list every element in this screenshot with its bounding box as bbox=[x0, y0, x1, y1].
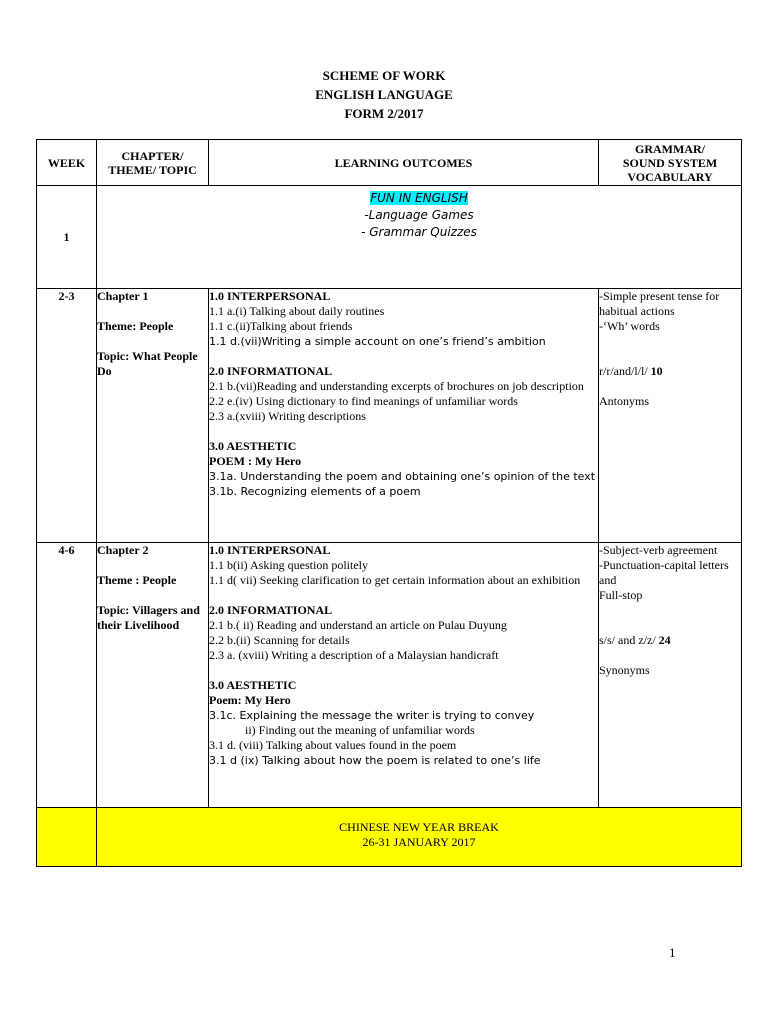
grammar-cell bbox=[599, 289, 742, 543]
table-row bbox=[37, 543, 742, 808]
outcome-item: 1.1 d( vii) Seeking clarification to get certain information about an exhibition bbox=[209, 573, 581, 587]
week-cell bbox=[37, 289, 97, 543]
title-line-2: ENGLISH LANGUAGE bbox=[315, 87, 453, 102]
outcome-item: 3.1b. Recognizing elements of a poem bbox=[209, 485, 421, 498]
week-number: 4-6 bbox=[58, 543, 75, 557]
document-title bbox=[0, 66, 768, 123]
chapter-label: Chapter 2 bbox=[97, 543, 149, 557]
fun-line-2: -Language Games bbox=[364, 208, 474, 222]
header-grammar-line3: VOCABULARY bbox=[627, 169, 713, 184]
page-number: 1 bbox=[669, 945, 676, 960]
outcome-item: ii) Finding out the meaning of unfamiliar words bbox=[245, 723, 475, 737]
vocabulary-item: Synonyms bbox=[599, 663, 650, 677]
outcome-item: 3.1 d (ix) Talking about how the poem is related to one’s life bbox=[209, 754, 541, 767]
scheme-table bbox=[36, 139, 742, 867]
theme-label: Theme : People bbox=[97, 573, 177, 587]
outcomes-cell bbox=[209, 289, 599, 543]
grammar-cell bbox=[599, 543, 742, 808]
holiday-row bbox=[37, 808, 742, 867]
holiday-week-cell bbox=[37, 808, 97, 867]
holiday-title: CHINESE NEW YEAR BREAK bbox=[339, 820, 499, 834]
sound-page: 24 bbox=[658, 633, 671, 647]
section-heading: 3.0 AESTHETIC bbox=[209, 678, 297, 692]
sound-label: r/r/and/l/l/ bbox=[599, 364, 648, 378]
fun-title: FUN IN ENGLISH bbox=[370, 191, 468, 205]
section-heading: 1.0 INTERPERSONAL bbox=[209, 289, 331, 303]
outcome-item: 3.1a. Understanding the poem and obtaining one’s opinion of the text bbox=[209, 470, 596, 483]
outcome-item: 3.1c. Explaining the message the writer is trying to convey bbox=[209, 709, 535, 722]
week-number: 1 bbox=[63, 229, 70, 244]
week-number: 2-3 bbox=[58, 289, 75, 303]
outcome-item: 2.2 b.(ii) Scanning for details bbox=[209, 633, 350, 647]
outcome-item: 2.2 e.(iv) Using dictionary to find meanings of unfamiliar words bbox=[209, 394, 518, 408]
outcome-item: 1.1 b(ii) Asking question politely bbox=[209, 558, 368, 572]
section-heading: 2.0 INFORMATIONAL bbox=[209, 364, 333, 378]
header-chapter-line1: CHAPTER/ bbox=[121, 148, 184, 163]
grammar-item: Full-stop bbox=[599, 588, 643, 602]
outcome-item: 2.1 b.(vii)Reading and understanding excerpts of brochures on job description bbox=[209, 379, 584, 393]
grammar-item: -‘Wh’ words bbox=[599, 319, 660, 333]
week-cell bbox=[37, 543, 97, 808]
chapter-label: Chapter 1 bbox=[97, 289, 149, 303]
header-grammar bbox=[599, 140, 742, 186]
outcome-item: 3.1 d. (viii) Talking about values found in the poem bbox=[209, 738, 457, 752]
title-line-1: SCHEME OF WORK bbox=[322, 68, 446, 83]
section-heading: 3.0 AESTHETIC bbox=[209, 439, 297, 453]
title-line-3: FORM 2/2017 bbox=[344, 106, 424, 121]
sound-item bbox=[599, 364, 741, 379]
section-heading: 2.0 INFORMATIONAL bbox=[209, 603, 333, 617]
theme-label: Theme: People bbox=[97, 319, 174, 333]
outcome-item: 1.1 c.(ii)Talking about friends bbox=[209, 319, 353, 333]
topic-label: Topic: What People Do bbox=[97, 349, 198, 378]
table-row bbox=[37, 186, 742, 289]
chapter-cell bbox=[97, 289, 209, 543]
grammar-item: -Subject-verb agreement bbox=[599, 543, 718, 557]
holiday-dates: 26-31 JANUARY 2017 bbox=[362, 835, 476, 849]
section-heading: 1.0 INTERPERSONAL bbox=[209, 543, 331, 557]
header-chapter-line2: THEME/ TOPIC bbox=[108, 162, 197, 177]
holiday-cell bbox=[97, 808, 742, 867]
header-grammar-line1: GRAMMAR/ bbox=[635, 141, 705, 156]
week-cell bbox=[37, 186, 97, 289]
sound-label: s/s/ and z/z/ bbox=[599, 633, 656, 647]
header-outcomes: LEARNING OUTCOMES bbox=[209, 140, 599, 186]
table-row bbox=[37, 289, 742, 543]
sound-item bbox=[599, 633, 741, 648]
outcomes-cell bbox=[209, 543, 599, 808]
poem-title: POEM : My Hero bbox=[209, 454, 302, 468]
header-grammar-line2: SOUND SYSTEM bbox=[622, 155, 718, 170]
vocabulary-item: Antonyms bbox=[599, 394, 650, 408]
topic-label: Topic: Villagers and their Livelihood bbox=[97, 603, 200, 632]
outcome-item: 1.1 a.(i) Talking about daily routines bbox=[209, 304, 385, 318]
chapter-cell bbox=[97, 543, 209, 808]
outcome-item: 1.1 d.(vii)Writing a simple account on one’s friend’s ambition bbox=[209, 335, 546, 348]
fun-line-3: - Grammar Quizzes bbox=[361, 225, 477, 239]
outcome-item: 2.3 a. (xviii) Writing a description of a Malaysian handicraft bbox=[209, 648, 499, 662]
outcome-item: 2.1 b.( ii) Reading and understand an article on Pulau Duyung bbox=[209, 618, 507, 632]
poem-title: Poem: My Hero bbox=[209, 693, 291, 707]
header-row bbox=[37, 140, 742, 186]
header-week: WEEK bbox=[37, 140, 97, 186]
grammar-item: -Punctuation-capital letters and bbox=[599, 558, 729, 587]
grammar-item: -Simple present tense for habitual actions bbox=[599, 289, 720, 318]
sound-page: 10 bbox=[650, 364, 663, 378]
fun-in-english-cell bbox=[97, 186, 742, 289]
header-chapter bbox=[97, 140, 209, 186]
outcome-item: 2.3 a.(xviii) Writing descriptions bbox=[209, 409, 366, 423]
